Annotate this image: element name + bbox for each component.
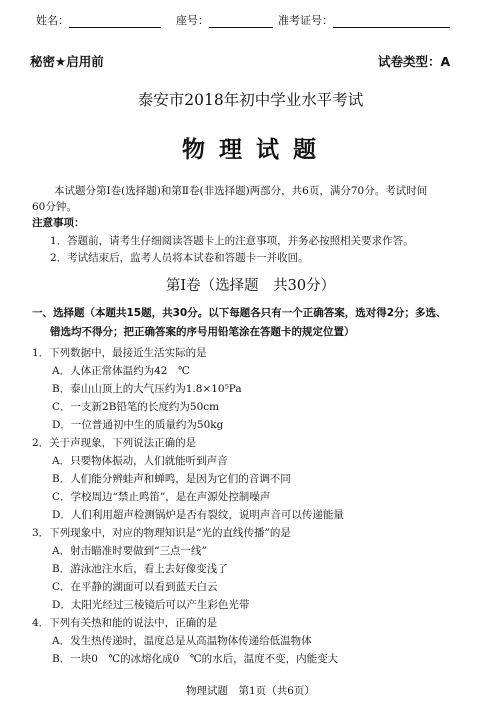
seat-field[interactable] bbox=[176, 12, 273, 28]
question-option: A．人体正常体温约为42 ℃ bbox=[52, 365, 190, 377]
page-footer: 物理试题 第1页（共6页） bbox=[186, 685, 315, 697]
intro-line-2: 60分钟。 bbox=[32, 201, 77, 213]
question-option: A．只要物体振动，人们就能听到声音 bbox=[52, 455, 228, 467]
question-option: C．在平静的湖面可以看到蓝天白云 bbox=[52, 581, 218, 593]
section1-line-2: 错选均不得分；把正确答案的序号用铅笔涂在答题卡的规定位置） bbox=[50, 326, 355, 338]
paper-type: 试卷类型：A bbox=[378, 54, 451, 69]
name-label: 姓名： bbox=[36, 14, 69, 27]
seat-input-line[interactable] bbox=[209, 14, 273, 28]
question-option: C．学校周边“禁止鸣笛”，是在声源处控制噪声 bbox=[52, 491, 271, 503]
question-option: C．一支新2B铅笔的长度约为50cm bbox=[52, 401, 220, 413]
secret-label: 秘密★启用前 bbox=[30, 54, 104, 69]
question-option: A．射击瞄准时要做到“三点一线” bbox=[52, 545, 207, 557]
name-input-line[interactable] bbox=[69, 14, 161, 28]
name-field[interactable] bbox=[36, 12, 161, 28]
question-option: B．泰山山顶上的大气压约为1.8×10⁵Pa bbox=[52, 383, 242, 395]
section1-line-1: 一、选择题（本题共15题，共30分。以下每题各只有一个正确答案，选对得2分；多选、 bbox=[32, 307, 447, 319]
question-option: D．一位普通初中生的质量约为50kg bbox=[52, 419, 224, 431]
question-option: D．人们利用超声检测锅炉是否有裂纹，说明声音可以传递能量 bbox=[52, 509, 344, 521]
question-option: B．一块0 ℃的冰熔化成0 ℃的水后，温度不变，内能变大 bbox=[52, 653, 339, 665]
notice-item: 1．答题前，请考生仔细阅读答题卡上的注意事项，并务必按照相关要求作答。 bbox=[50, 235, 414, 247]
question-stem: 4．下列有关热和能的说法中，正确的是 bbox=[32, 617, 218, 629]
question-option: B．游泳池注水后，看上去好像变浅了 bbox=[52, 563, 228, 575]
part1-title: 第Ⅰ卷（选择题 共30分） bbox=[165, 278, 336, 294]
question-option: B．人们能分辨蛙声和蝉鸣，是因为它们的音调不同 bbox=[52, 473, 291, 485]
notice-item: 2．考试结束后，监考人员将本试卷和答题卡一并收回。 bbox=[50, 252, 309, 264]
question-stem: 3．下列现象中，对应的物理知识是“光的直线传播”的是 bbox=[32, 527, 291, 539]
notice-heading: 注意事项： bbox=[32, 217, 85, 229]
exam-title: 泰安市2018年初中学业水平考试 bbox=[137, 91, 364, 109]
question-option: A．发生热传递时，温度总是从高温物体传递给低温物体 bbox=[52, 635, 312, 647]
ticket-input-line[interactable] bbox=[333, 14, 450, 28]
ticket-label: 准考证号： bbox=[278, 14, 333, 27]
ticket-field[interactable] bbox=[278, 12, 450, 28]
intro-line-1: 本试题分第Ⅰ卷(选择题)和第Ⅱ卷(非选择题)两部分，共6页，满分70分。考试时间 bbox=[54, 185, 428, 197]
question-option: D．太阳光经过三棱镜后可以产生彩色光带 bbox=[52, 599, 250, 611]
question-stem: 2．关于声现象，下列说法正确的是 bbox=[32, 437, 197, 449]
question-stem: 1．下列数据中，最接近生活实际的是 bbox=[32, 347, 207, 359]
seat-label: 座号： bbox=[176, 14, 209, 27]
subject-title: 物 理 试 题 bbox=[181, 136, 320, 163]
